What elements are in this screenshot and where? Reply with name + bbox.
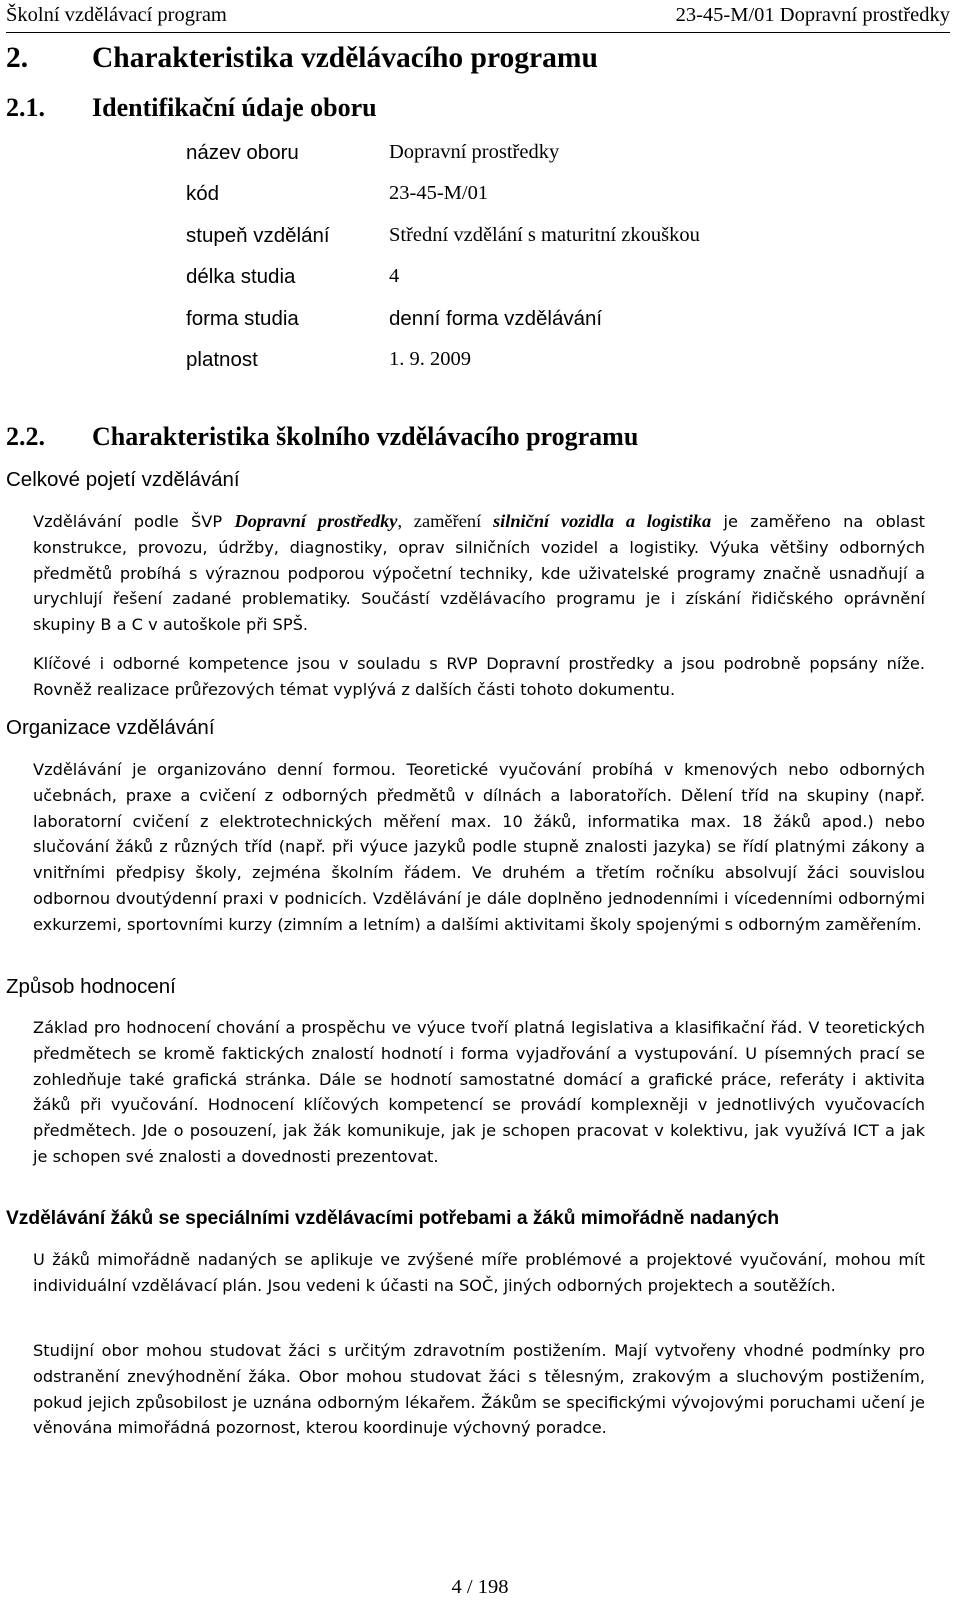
chapter-number: 2.	[6, 42, 29, 74]
header-left: Školní vzdělávací program	[6, 4, 227, 26]
chapter-title: Charakteristika vzdělávacího programu	[92, 42, 598, 74]
identification-value: 23-45-M/01	[389, 182, 489, 204]
section-heading-identification	[6, 93, 377, 123]
identification-label: název oboru	[186, 141, 299, 164]
section-title: Charakteristika školního vzdělávacího programu	[92, 422, 639, 451]
paragraph-celkove-1	[33, 509, 925, 638]
identification-label: platnost	[186, 348, 258, 371]
subsection-heading-celkove: Celkové pojetí vzdělávání	[6, 468, 240, 491]
subsection-heading-hodnoceni: Způsob hodnocení	[6, 975, 176, 998]
identification-value: 1. 9. 2009	[389, 348, 471, 370]
section-heading-characteristics	[6, 422, 638, 452]
section-number: 2.2.	[6, 422, 45, 451]
identification-label: forma studia	[186, 307, 299, 330]
program-name-emphasis: Dopravní prostředky	[234, 511, 398, 531]
text-run: je zaměřeno na oblast konstrukce, provozu, údržby, diagnostiky, oprav silničních vozidel a logistiky. Výuka většiny odborných předmětů probíhá s výraznou podporou výpočetní techniky, kde uživatelské programy značně usnadňují a urychlují řešení zadané problematiky. Součástí vzdělávacího programu je i získání řidičského oprávnění skupiny B a C v autoškole při SPŠ.	[33, 512, 926, 635]
identification-label: stupeň vzdělání	[186, 224, 330, 247]
identification-value: Dopravní prostředky	[389, 141, 560, 163]
identification-value: 4	[389, 265, 400, 287]
paragraph-hodnoceni: Základ pro hodnocení chování a prospěchu ve výuce tvoří platná legislativa a klasifikační řád. V teoretických předmětech se kromě faktických znalostí hodnotí i forma vyjadřování a vystupování. U písemných prací se zohledňuje také grafická stránka. Dále se hodnotí samostatné domácí a grafické práce, referáty i aktivita žáků při vyučování. Hodnocení klíčových kompetencí se provádí komplexněji v jednotlivých vyučovacích předmětech. Jde o posouzení, jak žák komunikuje, jak je schopen pracovat v kolektivu, jak využívá ICT a jak je schopen své znalosti a dovednosti prezentovat.	[33, 1018, 925, 1166]
header-right: 23-45-M/01 Dopravní prostředky	[675, 4, 950, 26]
subsection-heading-specialni: Vzdělávání žáků se speciálními vzdělávacími potřebami a žáků mimořádně nadaných	[6, 1208, 780, 1229]
text-run: Vzdělávání podle ŠVP	[33, 512, 235, 531]
page-header	[6, 4, 950, 33]
paragraph-specialni-2: Studijní obor mohou studovat žáci s určitým zdravotním postižením. Mají vytvořeny vhodné podmínky pro odstranění znevýhodnění žáka. Obor mohou studovat žáci s tělesným, zrakovým a sluchovým postižením, pokud jejich způsobilost je uznána odborným lékařem. Žákům se specifickými vývojovými poruchami učení je věnována mimořádná pozornost, kterou koordinuje výchovný poradce.	[33, 1341, 925, 1438]
specialization-emphasis: silniční vozidla a logistika	[492, 511, 712, 531]
identification-value: denní forma vzdělávání	[389, 307, 603, 330]
subsection-heading-organizace: Organizace vzdělávání	[6, 716, 215, 739]
chapter-heading	[6, 42, 598, 75]
paragraph-organizace: Vzdělávání je organizováno denní formou. Teoretické vyučování probíhá v kmenových nebo odborných učebnách, praxe a cvičení z odborných předmětů v dílnách a laboratořích. Dělení tříd na skupiny (např. laboratorní cvičení z elektrotechnických měření max. 10 žáků, informatika max. 18 žáků apod.) nebo slučování žáků z různých tříd (např. při výuce jazyků podle stupně znalosti jazyka) se řídí platnými zákony a vnitřními předpisy školy, zejména školním řádem. Ve druhém a třetím ročníku absolvují žáci souvislou odbornou dvoutýdenní praxi v podnicích. Vzdělávání je dále doplněno jednodenními i vícedenními odbornými exkurzemi, sportovními kurzy (zimním a letním) a dalšími aktivitami školy spojenými s odborným zaměřením.	[33, 760, 925, 934]
identification-value: Střední vzdělání s maturitní zkouškou	[389, 224, 700, 246]
page-number: 4 / 198	[451, 1576, 509, 1598]
section-title: Identifikační údaje oboru	[92, 93, 377, 122]
identification-label: kód	[186, 182, 220, 205]
paragraph-specialni-1: U žáků mimořádně nadaných se aplikuje ve zvýšené míře problémové a projektové vyučování, mohou mít individuální vzdělávací plán. Jsou vedeni k účasti na SOČ, jiných odborných projektech a soutěžích.	[33, 1250, 925, 1295]
paragraph-celkove-2: Klíčové i odborné kompetence jsou v souladu s RVP Dopravní prostředky a jsou podrobně popsány níže. Rovněž realizace průřezových témat vyplývá z dalších části tohoto dokumentu.	[33, 654, 925, 699]
identification-label: délka studia	[186, 265, 296, 288]
section-number: 2.1.	[6, 93, 45, 122]
text-run: , zaměření	[397, 511, 493, 531]
